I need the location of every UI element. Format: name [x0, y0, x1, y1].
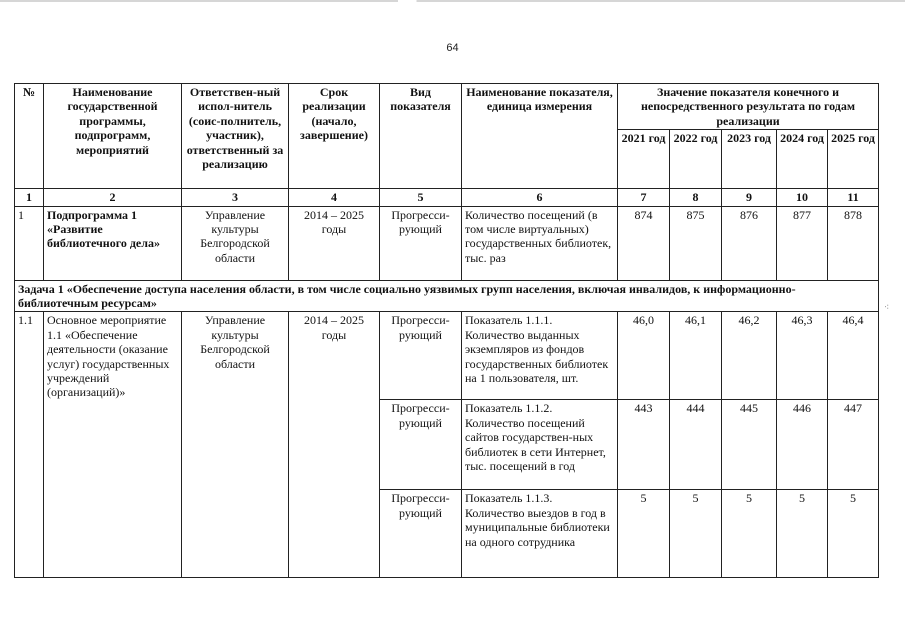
- indicator-value: 46,0: [618, 312, 670, 400]
- column-number: 11: [828, 189, 879, 206]
- row-num: 1: [15, 206, 44, 280]
- column-number: 3: [182, 189, 289, 206]
- scan-top-edge: [0, 0, 905, 2]
- column-number: 5: [380, 189, 462, 206]
- indicator-value: 445: [722, 400, 777, 490]
- measure-num: 1.1: [15, 312, 44, 578]
- measure-program: Основное мероприятие 1.1 «Обеспечение деятельности (оказание услуг) государственных учреждений (организаций)»: [44, 312, 182, 578]
- column-number-row: [15, 189, 879, 206]
- task-text: Задача 1 «Обеспечение доступа населения области, в том числе социально уязвимых групп населения, включая инвалидов, к информационно-библиотечным ресурсам»: [15, 280, 879, 312]
- indicator-value: 46,1: [670, 312, 722, 400]
- measure-executor: Управление культуры Белгородской области: [182, 312, 289, 578]
- header-num: №: [15, 84, 44, 189]
- header-year: 2024 год: [777, 130, 828, 189]
- header-year: 2021 год: [618, 130, 670, 189]
- indicator-type: Прогресси-рующий: [380, 490, 462, 578]
- indicator-table: [14, 83, 879, 578]
- indicator-value: 46,3: [777, 312, 828, 400]
- indicator-value: 46,2: [722, 312, 777, 400]
- indicator-type: Прогресси-рующий: [380, 312, 462, 400]
- header-program: Наименование государственной программы, подпрограмм, мероприятий: [44, 84, 182, 189]
- header-indicator: Наименование показателя, единица измерения: [462, 84, 618, 189]
- header-executor: Ответствен-ный испол-нитель (соис-полнитель, участник), ответственный за реализацию: [182, 84, 289, 189]
- indicator-value: 5: [828, 490, 879, 578]
- row-value: 877: [777, 206, 828, 280]
- header-year: 2023 год: [722, 130, 777, 189]
- row-program: Подпрограмма 1 «Развитие библиотечного дела»: [44, 206, 182, 280]
- row-value: 875: [670, 206, 722, 280]
- header-period: Срок реализации (начало, завершение): [289, 84, 380, 189]
- header-values-group: Значение показателя конечного и непосредственного результата по годам реализации: [618, 84, 879, 130]
- header-year: 2022 год: [670, 130, 722, 189]
- indicator-value: 5: [777, 490, 828, 578]
- indicator-type: Прогресси-рующий: [380, 400, 462, 490]
- header-type: Вид показателя: [380, 84, 462, 189]
- row-value: 874: [618, 206, 670, 280]
- table-row: [15, 206, 879, 280]
- indicator-value: 446: [777, 400, 828, 490]
- row-value: 876: [722, 206, 777, 280]
- column-number: 9: [722, 189, 777, 206]
- indicator-name: Показатель 1.1.1. Количество выданных экземпляров из фондов государственных библиотек на 1 пользователя, шт.: [462, 312, 618, 400]
- indicator-value: 447: [828, 400, 879, 490]
- column-number: 8: [670, 189, 722, 206]
- indicator-value: 443: [618, 400, 670, 490]
- indicator-name: Показатель 1.1.3. Количество выездов в год в муниципальные библиотеки на одного сотрудника: [462, 490, 618, 578]
- row-executor: Управление культуры Белгородской области: [182, 206, 289, 280]
- indicator-value: 5: [722, 490, 777, 578]
- table-row: [15, 312, 879, 400]
- indicator-value: 444: [670, 400, 722, 490]
- column-number: 2: [44, 189, 182, 206]
- measure-period: 2014 – 2025 годы: [289, 312, 380, 578]
- column-number: 4: [289, 189, 380, 206]
- indicator-value: 5: [670, 490, 722, 578]
- row-period: 2014 – 2025 годы: [289, 206, 380, 280]
- row-value: 878: [828, 206, 879, 280]
- column-number: 10: [777, 189, 828, 206]
- page-number: 64: [446, 42, 459, 54]
- indicator-name: Показатель 1.1.2. Количество посещений сайтов государствен-ных библиотек в сети Интернет, тыс. посещений в год: [462, 400, 618, 490]
- row-type: Прогресси-рующий: [380, 206, 462, 280]
- column-number: 6: [462, 189, 618, 206]
- scan-speck: ⁖: [884, 302, 890, 312]
- task-row: [15, 280, 879, 312]
- header-year: 2025 год: [828, 130, 879, 189]
- column-number: 1: [15, 189, 44, 206]
- indicator-value: 5: [618, 490, 670, 578]
- indicator-value: 46,4: [828, 312, 879, 400]
- row-indicator: Количество посещений (в том числе виртуальных) государственных библиотек, тыс. раз: [462, 206, 618, 280]
- column-number: 7: [618, 189, 670, 206]
